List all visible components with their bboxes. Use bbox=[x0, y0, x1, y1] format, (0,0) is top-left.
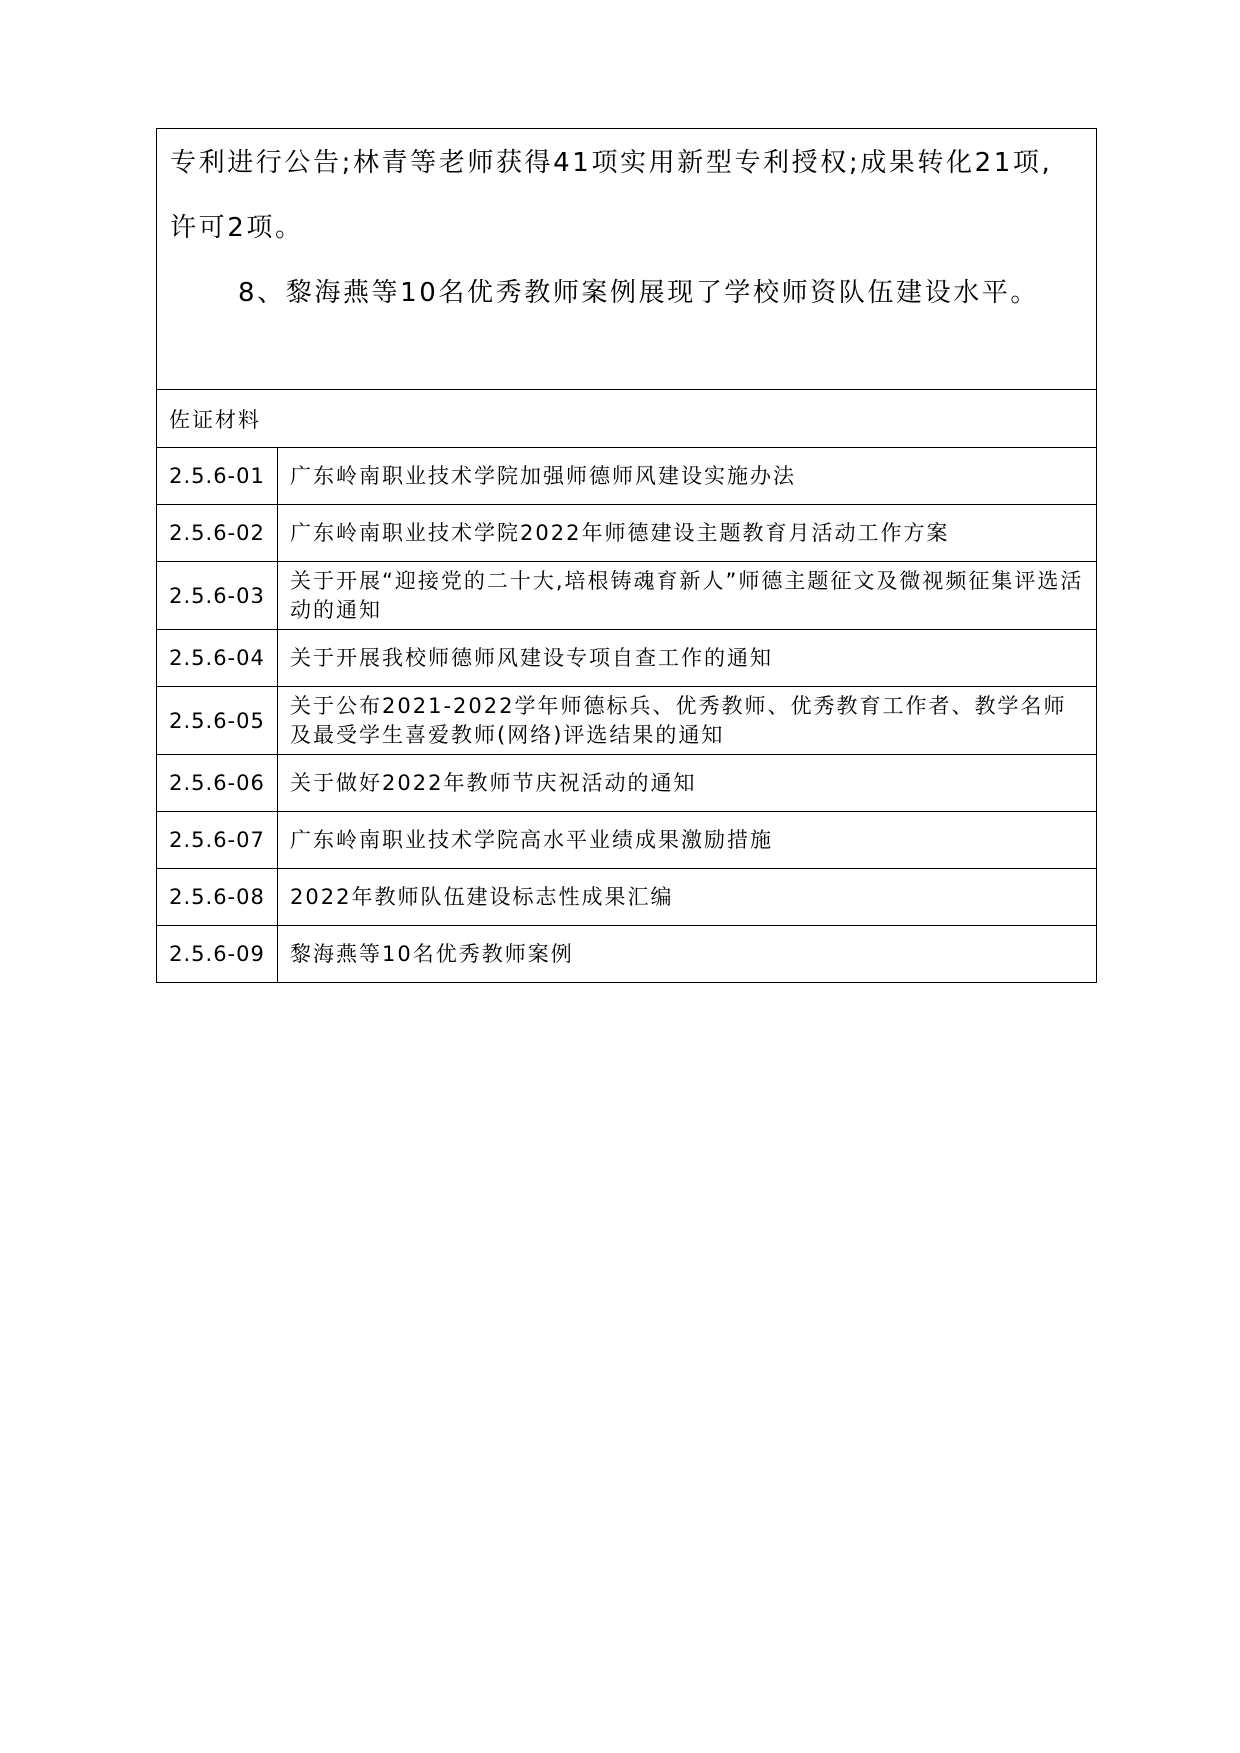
evidence-title: 黎海燕等10名优秀教师案例 bbox=[278, 926, 1097, 983]
narrative-line: 8、黎海燕等10名优秀教师案例展现了学校师资队伍建设水平。 bbox=[238, 278, 1040, 308]
table-row bbox=[157, 812, 1097, 869]
table-row bbox=[157, 869, 1097, 926]
table-row bbox=[157, 562, 1097, 630]
table-row bbox=[157, 926, 1097, 983]
evidence-title: 2022年教师队伍建设标志性成果汇编 bbox=[278, 869, 1097, 926]
evidence-code: 2.5.6-02 bbox=[157, 505, 278, 562]
evidence-code: 2.5.6-03 bbox=[157, 562, 278, 630]
table-row bbox=[157, 448, 1097, 505]
evidence-title: 关于公布2021-2022学年师德标兵、优秀教师、优秀教育工作者、教学名师及最受学生喜爱教师(网络)评选结果的通知 bbox=[278, 687, 1097, 755]
narrative-line: 专利进行公告;林青等老师获得41项实用新型专利授权;成果转化21项, bbox=[170, 148, 1053, 178]
evidence-header: 佐证材料 bbox=[157, 390, 1097, 448]
evidence-code: 2.5.6-01 bbox=[157, 448, 278, 505]
evidence-title: 广东岭南职业技术学院2022年师德建设主题教育月活动工作方案 bbox=[278, 505, 1097, 562]
table-row bbox=[157, 755, 1097, 812]
evidence-title: 关于开展“迎接党的二十大,培根铸魂育新人”师德主题征文及微视频征集评选活动的通知 bbox=[278, 562, 1097, 630]
evidence-code: 2.5.6-07 bbox=[157, 812, 278, 869]
table-row bbox=[157, 687, 1097, 755]
table-row bbox=[157, 505, 1097, 562]
evidence-title: 广东岭南职业技术学院加强师德师风建设实施办法 bbox=[278, 448, 1097, 505]
narrative-line: 许可2项。 bbox=[170, 213, 304, 243]
document-table bbox=[156, 128, 1097, 983]
evidence-code: 2.5.6-09 bbox=[157, 926, 278, 983]
narrative-row bbox=[157, 129, 1097, 390]
narrative-cell bbox=[157, 129, 1097, 390]
evidence-title: 关于做好2022年教师节庆祝活动的通知 bbox=[278, 755, 1097, 812]
evidence-code: 2.5.6-04 bbox=[157, 630, 278, 687]
evidence-header-row bbox=[157, 390, 1097, 448]
evidence-code: 2.5.6-08 bbox=[157, 869, 278, 926]
evidence-code: 2.5.6-06 bbox=[157, 755, 278, 812]
evidence-title: 关于开展我校师德师风建设专项自查工作的通知 bbox=[278, 630, 1097, 687]
table-row bbox=[157, 630, 1097, 687]
evidence-code: 2.5.6-05 bbox=[157, 687, 278, 755]
evidence-title: 广东岭南职业技术学院高水平业绩成果激励措施 bbox=[278, 812, 1097, 869]
